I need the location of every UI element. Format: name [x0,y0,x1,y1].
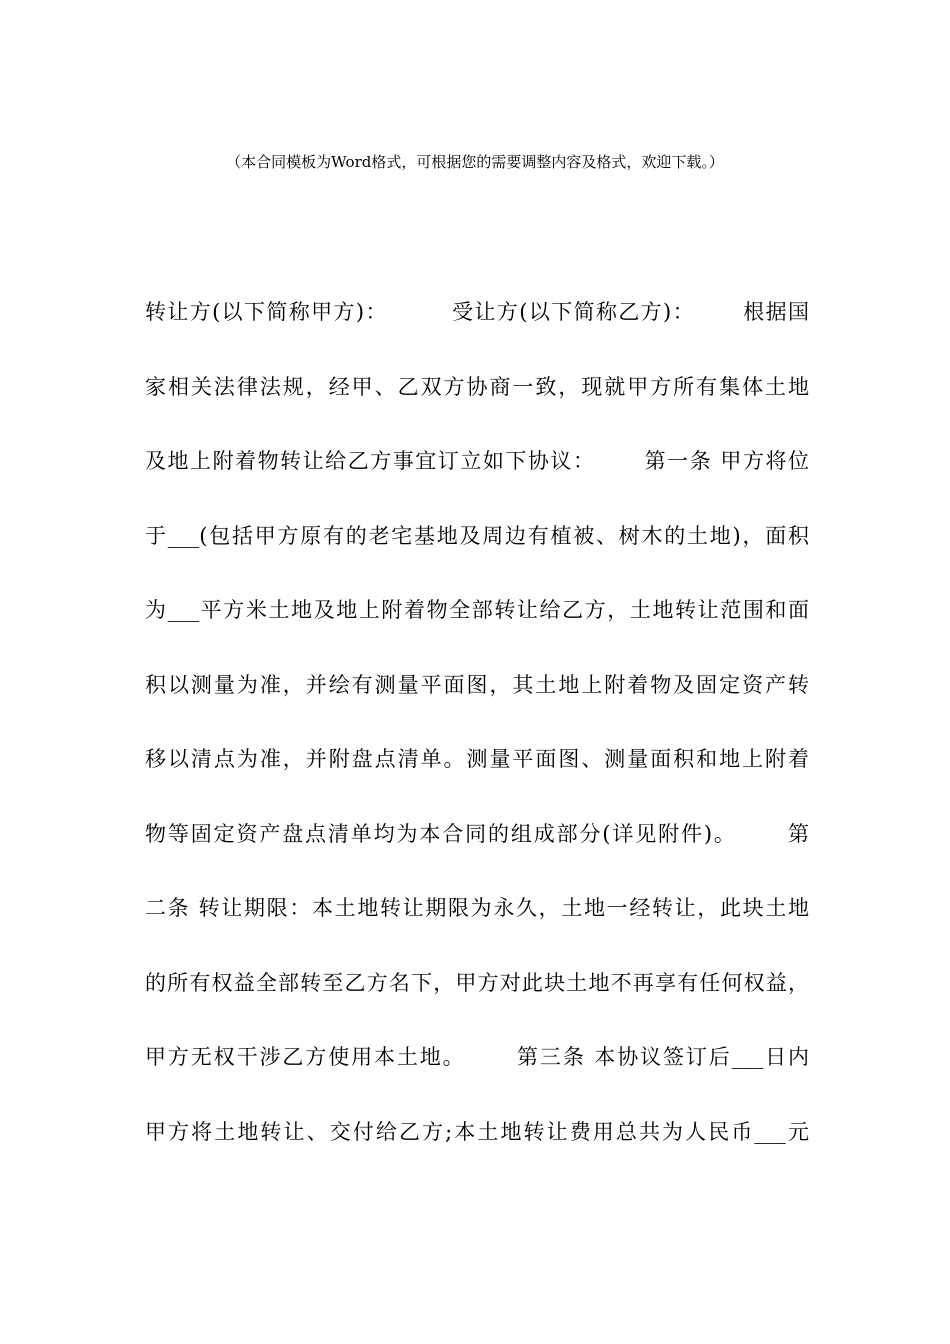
body-line: 于___(包括甲方原有的老宅基地及周边有植被、树木的土地)，面积 [145,523,809,548]
body-line: 二条 转让期限：本土地转让期限为永久，土地一经转让，此块土地 [145,896,809,920]
body-line: 转让方(以下简称甲方)： 受让方(以下简称乙方)： 根据国 [145,300,809,324]
body-line: 的所有权益全部转至乙方名下，甲方对此块土地不再享有任何权益， [145,970,809,995]
body-line: 及地上附着物转让给乙方事宜订立如下协议： 第一条 甲方将位 [145,449,809,473]
body-line: 物等固定资产盘点清单均为本合同的组成部分(详见附件)。 第 [145,821,809,846]
contract-body [145,290,809,1184]
body-line: 积以测量为准，并绘有测量平面图，其土地上附着物及固定资产转 [145,672,809,697]
body-line: 甲方将土地转让、交付给乙方;本土地转让费用总共为人民币___元 [145,1119,809,1144]
body-line: 移以清点为准，并附盘点清单。测量平面图、测量面积和地上附着 [145,747,809,771]
body-line: 甲方无权干涉乙方使用本土地。 第三条 本协议签订后___日内 [145,1045,809,1069]
body-line: 为___平方米土地及地上附着物全部转让给乙方，土地转让范围和面 [145,598,809,622]
body-line: 家相关法律法规，经甲、乙双方协商一致，现就甲方所有集体土地 [145,374,809,399]
template-note: （本合同模板为Word格式，可根据您的需要调整内容及格式，欢迎下载。） [226,153,724,171]
